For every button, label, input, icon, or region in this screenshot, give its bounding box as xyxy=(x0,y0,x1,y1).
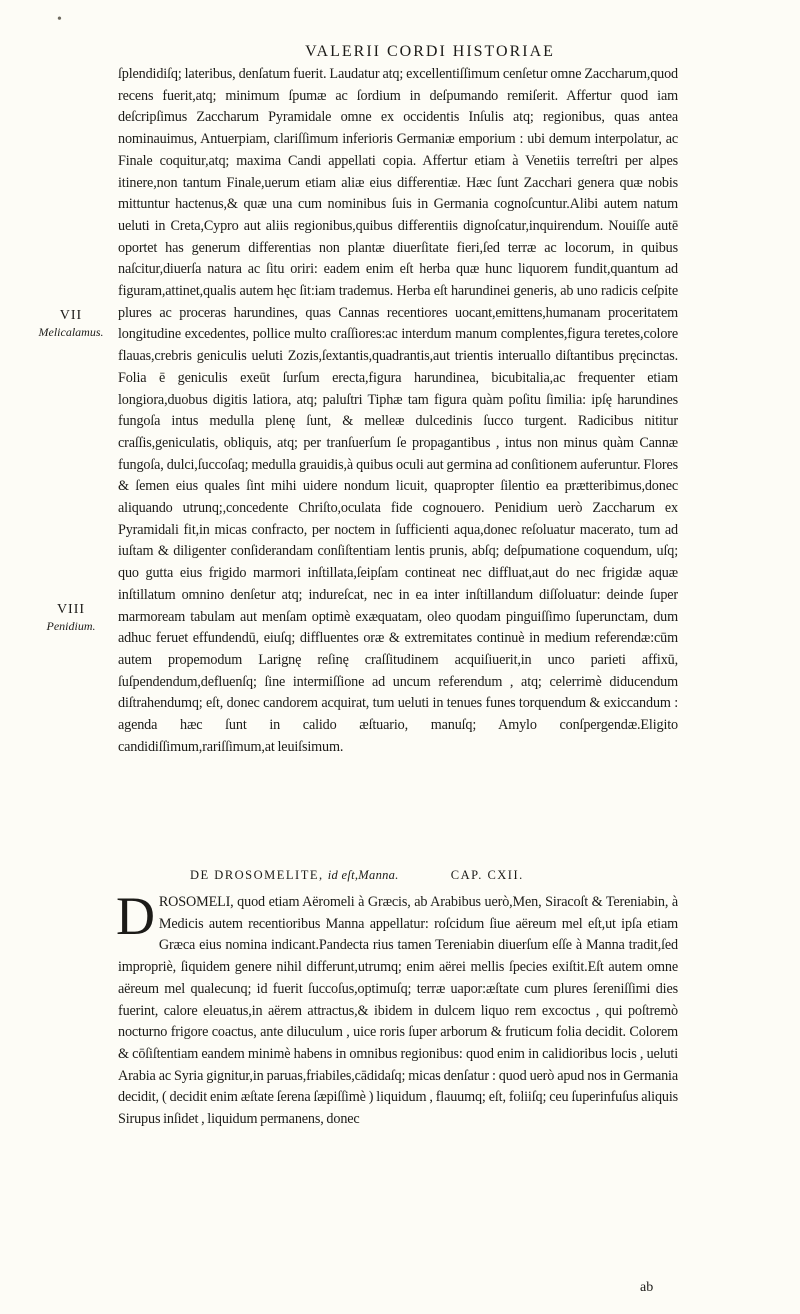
chapter-title-italic: id eſt,Manna. xyxy=(327,868,399,882)
corner-mark: • xyxy=(57,12,62,27)
chapter-heading xyxy=(190,868,690,883)
margin-note-penidium xyxy=(36,602,106,634)
margin-note-word: Melicalamus. xyxy=(38,325,104,339)
margin-note-number: VIII xyxy=(56,602,86,617)
running-head xyxy=(0,43,800,61)
catchword: ab xyxy=(640,1280,654,1295)
chapter-paragraph: ROSOMELI, quod etiam Aëromeli à Græcis, ab Arabibus uerò,Men, Siracoſt & Tereniabin, à Medicis autem recentioribus Manna appellatur: roſcidum ſiue aëreum mel eſt,ut ipſa etiam Græca eius nomina indicant.Pandecta rius tamen Tereniabin diuerſum eſſe à Manna tradit,ſed impropriè, ſiquidem genere nihil differunt,utrumq; enim aërei mellis ſpecies exiſtit.Eſt autem omne aëreum mel qualecunq; id fuerit ſuccoſus,optimuſq; terræ uapor:æſtate cum plures ſereniſſimi dies fuerint, calore eleuatus,in aërem attractus,& ibidem in dulcem liquo rem excoctus , qui poſtremò nocturno frigore coactus, ante diluculum , uice roris ſuper arborum & fruticum folia decidit. Colorem & cōſiſtentiam eandem minimè habens in omnibus regionibus: quod enim in calidioribus locis , ueluti Arabia ac Syria gignitur,in paruas,friabiles,cādidaſq; micas denſatur : quod uerò apud nos in Germania decidit, ( decidit enim æſtate ſerena ſæpiſſimè ) liquidum , flauumq; eſt, foliiſq; ceu ſuperinfuſus aliquis Sirupus inſidet , liquidum permanens, donec xyxy=(118,894,678,1128)
main-text-block xyxy=(118,64,678,759)
chapter-number: CAP. CXII. xyxy=(450,868,524,882)
margin-note-number: VII xyxy=(59,308,83,323)
chapter-text-block xyxy=(116,886,678,1131)
body-paragraph: ſplendidiſq; lateribus, denſatum fuerit. Laudatur atq; excellentiſſimum cenſetur omne Zaccharum,quod recens fuerit,atq; minimum ſpumæ ac ſordium in deſpumando remiſerit. Affertur quod iam deſcripſimus Zaccharum Pyramidale omne ex occidentis Inſulis atq; regionibus, quas antea nominauimus, Antuerpiam, clariſſimum inferioris Germaniæ emporium : ubi demum interpolatur, ac Finale coquitur,atq; maxima Candi appellati copia. Affertur etiam à Venetiis terreſtri per alpes itinere,non tantum Finale,uerum etiam aliæ eius differentiæ. Hæc ſunt Zacchari genera quæ nobis mittuntur hactenus,& quæ una cum nominibus ſuis in Germania cognoſcuntur.Alibi autem natum ueluti in Creta,Cypro aut aliis regionibus,quibus differentiis dignoſcatur,inquirendum. Nouiſſe autē oportet has generum differentias non plantæ diuerſitate fieri,ſed terræ ac locorum, in quibus naſcitur,diuerſa natura ac ſitu oriri: eadem enim eſt herba quæ hunc liquorem fundit,quantum ad figuram,attinet,qualis autem hęc ſit:iam trademus. Herba eſt harundinei generis, ab uno radicis ceſpite plures ac proceras harundines, quas Cannas recentiores uocant,emittens,humanam proceritatem longitudine excedentes, pollice multo craſſiores:ac interdum manum complentes,figura teretes,colore flauas,crebris geniculis ueluti Zozis,ſextantis,quadrantis,aut trientis interuallo diſtantibus pręcinctas. Folia ē geniculis exeūt ſurſum erecta,figura harundinea, bicubitalia,ac frequenter etiam longiora,duobus digitis latiora, atq; paluſtri Tiphæ tam figura quàm poſitu ſimilia: ipſę harundines fungoſa intus medulla plenę ſunt, & melleæ dulcedinis ſucco turgent. Radicibus nititur craſſis,geniculatis, obliquis, atq; per tranſuerſum ſe propagantibus , intus non minus quàm Cannæ fungoſa, dulci,ſuccoſaq; medulla grauidis,à quibus oculi aut germina ad conſitionem auferuntur. Flores & ſemen eius quales ſint mihi uidere nondum licuit, quapropter ſilentio ea prætteribimus,donec aliquando utrunq;,concedente Chriſto,oculata fide cognouero. Penidium uerò Zaccharum ex Pyramidali fit,in micas confracto, per noctem in ſufficienti aqua,donec reſoluatur macerato, tum ad iuſtam & diligenter conſiderandam conſiſtentiam lentis prunis, abſq; deſpumatione coquendum, uſq; quo gutta eius frigido marmori inſtillata,ſeipſam contineat nec diffluat,aut do nec frigidæ aquæ inſtillatum omnino denſetur atq; indureſcat, nec in ea inter inſtillandum diſſoluatur: deinde ſuper marmoream tabulam aut menſam optimè exæquatam, oleo quodam pinguiſſimo ſuperunctam, dum adhuc feruet effundendū, eiuſq; diffluentes oræ & extremitates continuè in medium referendæ:cūm autem propemodum Larignę reſinę craſſitudinem acquiſiuerit,in unco parieti affixū, ſuſpendendum,defluenſq; ſine intermiſſione ad uncum referendum , atq; celerrimè diducendum diſtrahendumq; eſt, donec candorem acquirat, tum ueluti in tenues funes torquendum & exiccandum : agenda hæc ſunt in calido æſtuario, manuſq; Amylo conſpergendæ.Eligito candidiſſimum,rariſſimum,at leuiſsimum. xyxy=(118,66,678,755)
margin-note-word: Penidium. xyxy=(46,619,96,633)
drop-cap: D xyxy=(116,886,155,946)
running-head-text: VALERII CORDI HISTORIAE xyxy=(305,43,555,60)
margin-note-melicalamus xyxy=(36,308,106,340)
chapter-title: DE DROSOMELITE, xyxy=(190,868,324,882)
